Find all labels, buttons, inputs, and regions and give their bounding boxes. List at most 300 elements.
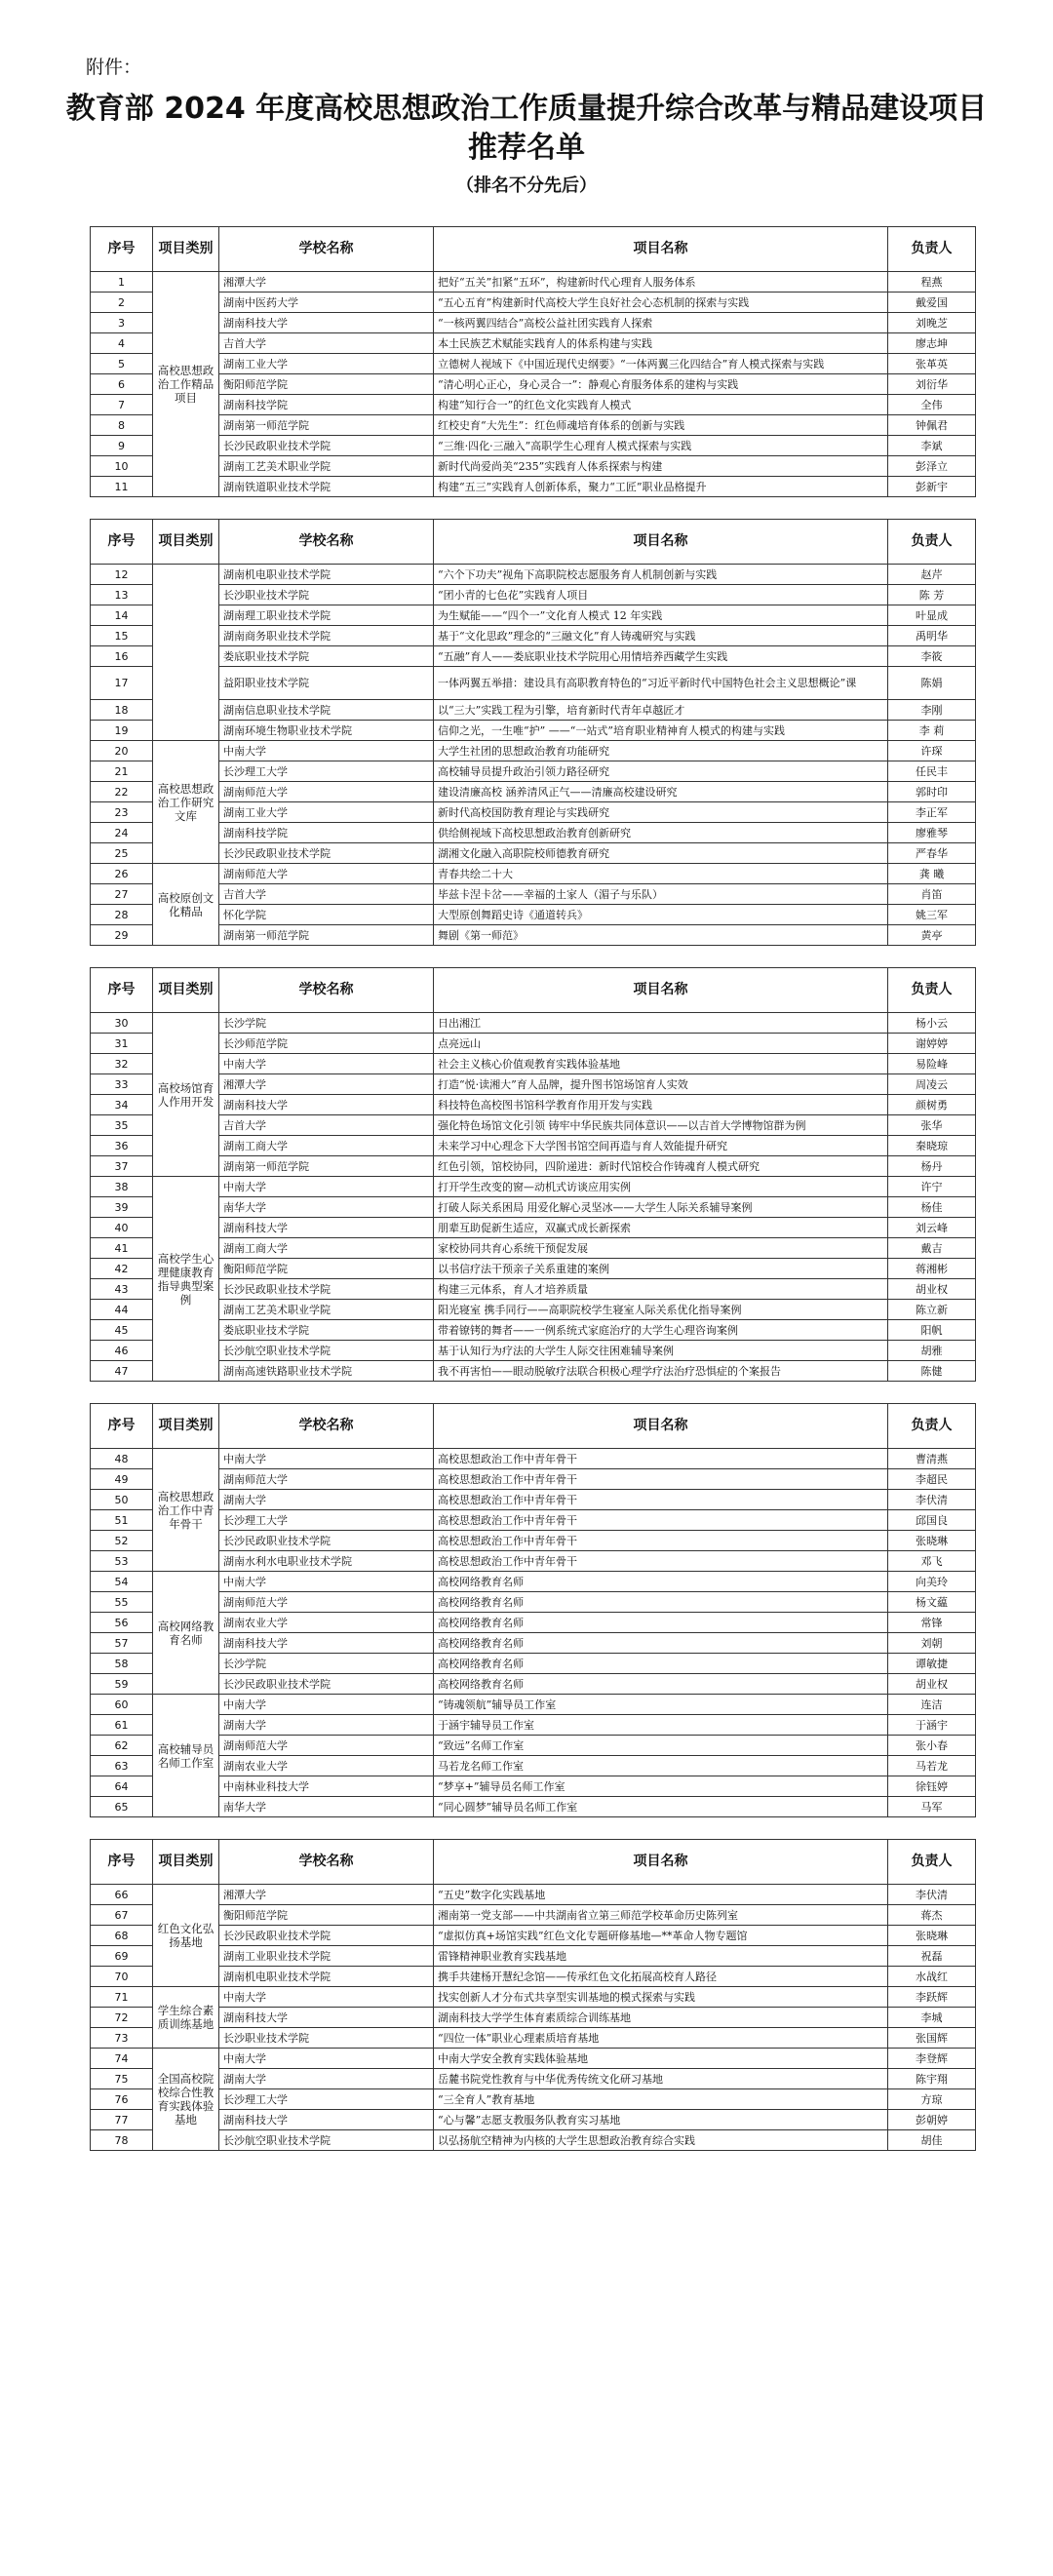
cell-project: 为生赋能——“四个一”文化育人模式 12 年实践 <box>434 605 888 626</box>
cell-project: 新时代高校国防教育理论与实践研究 <box>434 802 888 823</box>
cell-seq: 3 <box>91 313 153 333</box>
cell-seq: 68 <box>91 1926 153 1946</box>
table-row <box>91 1510 976 1531</box>
cell-project: 马若龙名师工作室 <box>434 1756 888 1776</box>
cell-lead: 李 莉 <box>888 721 976 741</box>
cell-school: 中南林业科技大学 <box>219 1776 434 1797</box>
cell-category: 高校思想政治工作研究文库 <box>153 741 219 864</box>
cell-project: “清心明心正心，身心灵合一”：静观心育服务体系的建构与实践 <box>434 374 888 395</box>
document-title-line1: 教育部 2024 年度高校思想政治工作质量提升综合改革与精品建设项目 <box>65 92 988 126</box>
header-lead: 负责人 <box>888 520 976 565</box>
cell-school: 中南大学 <box>219 741 434 761</box>
cell-school: 湖南师范大学 <box>219 1736 434 1756</box>
cell-lead: 刘衍华 <box>888 374 976 395</box>
table-row <box>91 843 976 864</box>
cell-seq: 54 <box>91 1572 153 1592</box>
cell-project: 大学生社团的思想政治教育功能研究 <box>434 741 888 761</box>
table-row <box>91 1361 976 1382</box>
cell-seq: 10 <box>91 456 153 477</box>
cell-school: 长沙民政职业技术学院 <box>219 1279 434 1300</box>
cell-school: 娄底职业技术学院 <box>219 646 434 667</box>
cell-school: 中南大学 <box>219 1695 434 1715</box>
cell-lead: 肖笛 <box>888 884 976 905</box>
cell-school: 湖南高速铁路职业技术学院 <box>219 1361 434 1382</box>
cell-seq: 27 <box>91 884 153 905</box>
cell-school: 湖南信息职业技术学院 <box>219 700 434 721</box>
header-school: 学校名称 <box>219 520 434 565</box>
cell-project: “梦享+”辅导员名师工作室 <box>434 1776 888 1797</box>
cell-project: “团小青的七色花”实践育人项目 <box>434 585 888 605</box>
cell-project: 社会主义核心价值观教育实践体验基地 <box>434 1054 888 1074</box>
cell-project: 高校网络教育名师 <box>434 1572 888 1592</box>
cell-lead: 刘晚芝 <box>888 313 976 333</box>
cell-seq: 2 <box>91 293 153 313</box>
cell-school: 长沙职业技术学院 <box>219 585 434 605</box>
cell-school: 中南大学 <box>219 1449 434 1469</box>
cell-school: 湖南师范大学 <box>219 864 434 884</box>
cell-seq: 32 <box>91 1054 153 1074</box>
cell-lead: 谭敏捷 <box>888 1654 976 1674</box>
header-lead: 负责人 <box>888 1404 976 1449</box>
cell-lead: 钟佩君 <box>888 415 976 436</box>
cell-lead: 水战红 <box>888 1967 976 1987</box>
cell-lead: 严春华 <box>888 843 976 864</box>
cell-seq: 73 <box>91 2028 153 2049</box>
cell-seq: 26 <box>91 864 153 884</box>
cell-seq: 77 <box>91 2110 153 2130</box>
header-school: 学校名称 <box>219 1404 434 1449</box>
table-row <box>91 2130 976 2151</box>
cell-school: 湘潭大学 <box>219 1885 434 1905</box>
cell-seq: 33 <box>91 1074 153 1095</box>
cell-project: 红色引领，馆校协同，四阶递进：新时代馆校合作铸魂育人模式研究 <box>434 1156 888 1177</box>
cell-school: 湖南水利水电职业技术学院 <box>219 1551 434 1572</box>
cell-project: 高校思想政治工作中青年骨干 <box>434 1531 888 1551</box>
table-row <box>91 1756 976 1776</box>
cell-school: 怀化学院 <box>219 905 434 925</box>
cell-category: 高校辅导员名师工作室 <box>153 1695 219 1817</box>
table-row <box>91 1531 976 1551</box>
cell-lead: 廖雅琴 <box>888 823 976 843</box>
document-title-line2: 推荐名单 <box>468 131 585 165</box>
cell-school: 湖南机电职业技术学院 <box>219 565 434 585</box>
cell-project: 基于认知行为疗法的大学生人际交往困难辅导案例 <box>434 1341 888 1361</box>
cell-project: 岳麓书院党性教育与中华优秀传统文化研习基地 <box>434 2069 888 2089</box>
cell-seq: 39 <box>91 1197 153 1218</box>
cell-school: 湖南科技大学 <box>219 2008 434 2028</box>
cell-school: 湖南工艺美术职业学院 <box>219 456 434 477</box>
cell-lead: 全伟 <box>888 395 976 415</box>
table-row <box>91 605 976 626</box>
cell-school: 湖南大学 <box>219 2069 434 2089</box>
project-table <box>90 226 976 497</box>
cell-project: 雷锋精神职业教育实践基地 <box>434 1946 888 1967</box>
cell-school: 湖南大学 <box>219 1715 434 1736</box>
table-row <box>91 333 976 354</box>
cell-project: 家校协同共育心系统干预促发展 <box>434 1238 888 1259</box>
table-row <box>91 1320 976 1341</box>
cell-lead: 陈宇翔 <box>888 2069 976 2089</box>
cell-lead: 陈 芳 <box>888 585 976 605</box>
cell-lead: 杨丹 <box>888 1156 976 1177</box>
table-row <box>91 884 976 905</box>
cell-lead: 杨文藴 <box>888 1592 976 1613</box>
cell-project: 点亮远山 <box>434 1034 888 1054</box>
header-seq: 序号 <box>91 227 153 272</box>
table-row <box>91 741 976 761</box>
table-row <box>91 1490 976 1510</box>
cell-project: 打开学生改变的窗—动机式访谈应用实例 <box>434 1177 888 1197</box>
cell-lead: 李斌 <box>888 436 976 456</box>
cell-seq: 52 <box>91 1531 153 1551</box>
recommendation-tables <box>90 226 975 2151</box>
header-category: 项目类别 <box>153 1840 219 1885</box>
cell-seq: 19 <box>91 721 153 741</box>
cell-project: 立德树人视域下《中国近现代史纲要》“一体两翼三化四结合”育人模式探索与实践 <box>434 354 888 374</box>
table-row <box>91 1654 976 1674</box>
cell-project: 高校网络教育名师 <box>434 1613 888 1633</box>
cell-category: 高校学生心理健康教育指导典型案例 <box>153 1177 219 1382</box>
table-row <box>91 1967 976 1987</box>
cell-project: 阳光寝室 携手同行——高职院校学生寝室人际关系优化指导案例 <box>434 1300 888 1320</box>
cell-seq: 16 <box>91 646 153 667</box>
table-row <box>91 1987 976 2008</box>
table-row <box>91 802 976 823</box>
cell-lead: 陈娟 <box>888 667 976 700</box>
cell-project: 信仰之光，一生唯“护” ——“一站式”培育职业精神育人模式的构建与实践 <box>434 721 888 741</box>
table-row <box>91 1136 976 1156</box>
cell-lead: 李伏清 <box>888 1885 976 1905</box>
table-row <box>91 1946 976 1967</box>
cell-project: 湖南科技大学学生体育素质综合训练基地 <box>434 2008 888 2028</box>
cell-project: 舞剧《第一师范》 <box>434 925 888 946</box>
cell-lead: 龚 曦 <box>888 864 976 884</box>
cell-lead: 邓飞 <box>888 1551 976 1572</box>
table-row <box>91 2049 976 2069</box>
cell-seq: 61 <box>91 1715 153 1736</box>
cell-project: “致远”名师工作室 <box>434 1736 888 1756</box>
cell-project: 打造“悦·读湘大”育人品牌，提升图书馆场馆育人实效 <box>434 1074 888 1095</box>
table-header-row <box>91 520 976 565</box>
cell-seq: 74 <box>91 2049 153 2069</box>
cell-project: 把好“五关”扣紧“五环”，构建新时代心理育人服务体系 <box>434 272 888 293</box>
cell-school: 湖南科技学院 <box>219 823 434 843</box>
cell-seq: 42 <box>91 1259 153 1279</box>
cell-lead: 彭新宇 <box>888 477 976 497</box>
cell-school: 湘潭大学 <box>219 1074 434 1095</box>
cell-seq: 5 <box>91 354 153 374</box>
cell-project: 湘南第一党支部——中共湖南省立第三师范学校革命历史陈列室 <box>434 1905 888 1926</box>
table-row <box>91 1592 976 1613</box>
cell-seq: 12 <box>91 565 153 585</box>
cell-project: 构建“五三”实践育人创新体系，聚力“工匠”职业品格提升 <box>434 477 888 497</box>
cell-seq: 17 <box>91 667 153 700</box>
cell-seq: 34 <box>91 1095 153 1115</box>
cell-school: 衡阳师范学院 <box>219 374 434 395</box>
cell-seq: 46 <box>91 1341 153 1361</box>
table-row <box>91 415 976 436</box>
cell-school: 中南大学 <box>219 1054 434 1074</box>
cell-project: 朋辈互助促新生适应，双赢式成长新探索 <box>434 1218 888 1238</box>
cell-project: “五心五育”构建新时代高校大学生良好社会心态机制的探索与实践 <box>434 293 888 313</box>
cell-seq: 28 <box>91 905 153 925</box>
cell-seq: 11 <box>91 477 153 497</box>
cell-seq: 67 <box>91 1905 153 1926</box>
table-row <box>91 646 976 667</box>
cell-project: 高校网络教育名师 <box>434 1592 888 1613</box>
table-row <box>91 1715 976 1736</box>
header-project: 项目名称 <box>434 1404 888 1449</box>
cell-lead: 易险峰 <box>888 1054 976 1074</box>
cell-project: “三全育人”教育基地 <box>434 2089 888 2110</box>
cell-lead: 李超民 <box>888 1469 976 1490</box>
cell-project: “同心圆梦”辅导员名师工作室 <box>434 1797 888 1817</box>
table-row <box>91 1885 976 1905</box>
table-row <box>91 1341 976 1361</box>
table-row <box>91 1776 976 1797</box>
table-row <box>91 1572 976 1592</box>
cell-lead: 彭泽立 <box>888 456 976 477</box>
table-row <box>91 1074 976 1095</box>
table-header-row <box>91 1840 976 1885</box>
cell-category: 高校思想政治工作中青年骨干 <box>153 1449 219 1572</box>
header-category: 项目类别 <box>153 968 219 1013</box>
cell-lead: 许琛 <box>888 741 976 761</box>
header-project: 项目名称 <box>434 1840 888 1885</box>
table-row <box>91 1300 976 1320</box>
header-category: 项目类别 <box>153 227 219 272</box>
cell-project: 大型原创舞蹈史诗《通道转兵》 <box>434 905 888 925</box>
cell-lead: 张晓琳 <box>888 1531 976 1551</box>
cell-project: 湖湘文化融入高职院校师德教育研究 <box>434 843 888 864</box>
cell-lead: 蒋杰 <box>888 1905 976 1926</box>
cell-lead: 周凌云 <box>888 1074 976 1095</box>
cell-school: 湖南工商大学 <box>219 1136 434 1156</box>
table-row <box>91 1469 976 1490</box>
cell-lead: 胡业权 <box>888 1279 976 1300</box>
cell-school: 中南大学 <box>219 2049 434 2069</box>
table-row <box>91 700 976 721</box>
header-category: 项目类别 <box>153 1404 219 1449</box>
cell-lead: 陈健 <box>888 1361 976 1382</box>
cell-seq: 59 <box>91 1674 153 1695</box>
cell-school: 长沙民政职业技术学院 <box>219 436 434 456</box>
cell-lead: 叶显成 <box>888 605 976 626</box>
cell-seq: 8 <box>91 415 153 436</box>
cell-seq: 24 <box>91 823 153 843</box>
cell-seq: 36 <box>91 1136 153 1156</box>
cell-seq: 76 <box>91 2089 153 2110</box>
cell-project: “三维·四化·三融入”高职学生心理育人模式探索与实践 <box>434 436 888 456</box>
cell-school: 吉首大学 <box>219 1115 434 1136</box>
table-row <box>91 1449 976 1469</box>
cell-school: 湖南科技大学 <box>219 1218 434 1238</box>
cell-school: 长沙航空职业技术学院 <box>219 1341 434 1361</box>
cell-seq: 38 <box>91 1177 153 1197</box>
header-seq: 序号 <box>91 520 153 565</box>
cell-project: 找实创新人才分布式共享型实训基地的模式探索与实践 <box>434 1987 888 2008</box>
cell-school: 益阳职业技术学院 <box>219 667 434 700</box>
table-row <box>91 1034 976 1054</box>
table-row <box>91 2069 976 2089</box>
cell-school: 长沙民政职业技术学院 <box>219 1926 434 1946</box>
cell-category: 全国高校院校综合性教育实践体验基地 <box>153 2049 219 2151</box>
table-row <box>91 1926 976 1946</box>
cell-project: 以弘扬航空精神为内核的大学生思想政治教育综合实践 <box>434 2130 888 2151</box>
cell-lead: 向美玲 <box>888 1572 976 1592</box>
cell-lead: 赵芹 <box>888 565 976 585</box>
cell-seq: 23 <box>91 802 153 823</box>
cell-lead: 程燕 <box>888 272 976 293</box>
cell-school: 长沙师范学院 <box>219 1034 434 1054</box>
cell-school: 娄底职业技术学院 <box>219 1320 434 1341</box>
table-row <box>91 272 976 293</box>
cell-project: “五融”育人——娄底职业技术学院用心用情培养西藏学生实践 <box>434 646 888 667</box>
cell-school: 湖南商务职业技术学院 <box>219 626 434 646</box>
cell-lead: 戴吉 <box>888 1238 976 1259</box>
cell-lead: 邱国良 <box>888 1510 976 1531</box>
cell-seq: 55 <box>91 1592 153 1613</box>
cell-category: 学生综合素质训练基地 <box>153 1987 219 2049</box>
cell-school: 湖南科技大学 <box>219 1633 434 1654</box>
project-table <box>90 519 976 946</box>
cell-school: 湖南工业职业技术学院 <box>219 1946 434 1967</box>
table-row <box>91 1115 976 1136</box>
cell-seq: 37 <box>91 1156 153 1177</box>
cell-project: 构建“知行合一”的红色文化实践育人模式 <box>434 395 888 415</box>
table-row <box>91 1177 976 1197</box>
cell-seq: 22 <box>91 782 153 802</box>
cell-seq: 15 <box>91 626 153 646</box>
cell-project: 基于“文化思政”理念的“三融文化”育人铸魂研究与实践 <box>434 626 888 646</box>
header-project: 项目名称 <box>434 227 888 272</box>
cell-lead: 马若龙 <box>888 1756 976 1776</box>
cell-lead: 黄亭 <box>888 925 976 946</box>
table-row <box>91 456 976 477</box>
cell-project: “一核两翼四结合”高校公益社团实践育人探索 <box>434 313 888 333</box>
cell-project: 带着镣铐的舞者——一例系统式家庭治疗的大学生心理咨询案例 <box>434 1320 888 1341</box>
header-lead: 负责人 <box>888 1840 976 1885</box>
cell-lead: 马军 <box>888 1797 976 1817</box>
cell-lead: 李城 <box>888 2008 976 2028</box>
cell-seq: 30 <box>91 1013 153 1034</box>
cell-project: 红校史育“大先生”：红色师魂培育体系的创新与实践 <box>434 415 888 436</box>
header-seq: 序号 <box>91 1840 153 1885</box>
table-row <box>91 905 976 925</box>
cell-project: 新时代尚爱尚美“235”实践育人体系探索与构建 <box>434 456 888 477</box>
cell-project: 高校辅导员提升政治引领力路径研究 <box>434 761 888 782</box>
cell-school: 吉首大学 <box>219 333 434 354</box>
cell-project: 供给侧视域下高校思想政治教育创新研究 <box>434 823 888 843</box>
cell-project: 高校网络教育名师 <box>434 1654 888 1674</box>
header-seq: 序号 <box>91 968 153 1013</box>
table-row <box>91 761 976 782</box>
table-row <box>91 667 976 700</box>
cell-project: 携手共建杨开慧纪念馆——传承红色文化拓展高校育人路径 <box>434 1967 888 1987</box>
cell-school: 长沙航空职业技术学院 <box>219 2130 434 2151</box>
cell-lead: 张晓琳 <box>888 1926 976 1946</box>
cell-project: 建设清廉高校 涵养清风正气——清廉高校建设研究 <box>434 782 888 802</box>
table-row <box>91 477 976 497</box>
cell-seq: 45 <box>91 1320 153 1341</box>
cell-lead: 曹清燕 <box>888 1449 976 1469</box>
table-row <box>91 1218 976 1238</box>
cell-school: 长沙理工大学 <box>219 2089 434 2110</box>
cell-lead: 戴爱国 <box>888 293 976 313</box>
cell-project: 日出湘江 <box>434 1013 888 1034</box>
cell-seq: 20 <box>91 741 153 761</box>
table-row <box>91 2089 976 2110</box>
cell-lead: 于涵宇 <box>888 1715 976 1736</box>
table-row <box>91 1797 976 1817</box>
cell-school: 中南大学 <box>219 1987 434 2008</box>
table-header-row <box>91 968 976 1013</box>
cell-seq: 64 <box>91 1776 153 1797</box>
cell-school: 湖南师范大学 <box>219 1469 434 1490</box>
cell-project: 未来学习中心理念下大学图书馆空间再造与育人效能提升研究 <box>434 1136 888 1156</box>
cell-project: 高校思想政治工作中青年骨干 <box>434 1449 888 1469</box>
table-row <box>91 436 976 456</box>
table-row <box>91 1674 976 1695</box>
cell-seq: 4 <box>91 333 153 354</box>
cell-school: 中南大学 <box>219 1572 434 1592</box>
cell-seq: 53 <box>91 1551 153 1572</box>
table-row <box>91 313 976 333</box>
cell-seq: 44 <box>91 1300 153 1320</box>
cell-seq: 50 <box>91 1490 153 1510</box>
cell-lead: 徐钰婷 <box>888 1776 976 1797</box>
cell-lead: 姚三军 <box>888 905 976 925</box>
cell-school: 南华大学 <box>219 1197 434 1218</box>
cell-category: 高校思想政治工作精品项目 <box>153 272 219 497</box>
cell-lead: 刘朝 <box>888 1633 976 1654</box>
cell-school: 长沙学院 <box>219 1013 434 1034</box>
table-row <box>91 2110 976 2130</box>
cell-lead: 张革英 <box>888 354 976 374</box>
cell-school: 湖南科技学院 <box>219 395 434 415</box>
cell-lead: 杨佳 <box>888 1197 976 1218</box>
cell-project: 打破人际关系困局 用爱化解心灵坚冰——大学生人际关系辅导案例 <box>434 1197 888 1218</box>
cell-seq: 63 <box>91 1756 153 1776</box>
header-category: 项目类别 <box>153 520 219 565</box>
cell-seq: 13 <box>91 585 153 605</box>
cell-lead: 胡雅 <box>888 1341 976 1361</box>
cell-seq: 71 <box>91 1987 153 2008</box>
cell-school: 中南大学 <box>219 1177 434 1197</box>
cell-project: 高校思想政治工作中青年骨干 <box>434 1469 888 1490</box>
cell-lead: 连洁 <box>888 1695 976 1715</box>
cell-seq: 43 <box>91 1279 153 1300</box>
cell-school: 长沙理工大学 <box>219 761 434 782</box>
cell-lead: 李伏清 <box>888 1490 976 1510</box>
cell-project: 我不再害怕——眼动脱敏疗法联合积极心理学疗法治疗恐惧症的个案报告 <box>434 1361 888 1382</box>
cell-category: 高校原创文化精品 <box>153 864 219 946</box>
table-row <box>91 293 976 313</box>
cell-project: 毕兹卡涅卡岔——幸福的土家人（湄子与乐队） <box>434 884 888 905</box>
table-row <box>91 1736 976 1756</box>
table-row <box>91 782 976 802</box>
table-row <box>91 1551 976 1572</box>
header-school: 学校名称 <box>219 968 434 1013</box>
cell-seq: 66 <box>91 1885 153 1905</box>
cell-seq: 31 <box>91 1034 153 1054</box>
table-row <box>91 925 976 946</box>
cell-seq: 9 <box>91 436 153 456</box>
table-row <box>91 1259 976 1279</box>
cell-project: 于涵宇辅导员工作室 <box>434 1715 888 1736</box>
cell-project: 高校思想政治工作中青年骨干 <box>434 1551 888 1572</box>
cell-project: 一体两翼五举措：建设具有高职教育特色的“习近平新时代中国特色社会主义思想概论”课 <box>434 667 888 700</box>
